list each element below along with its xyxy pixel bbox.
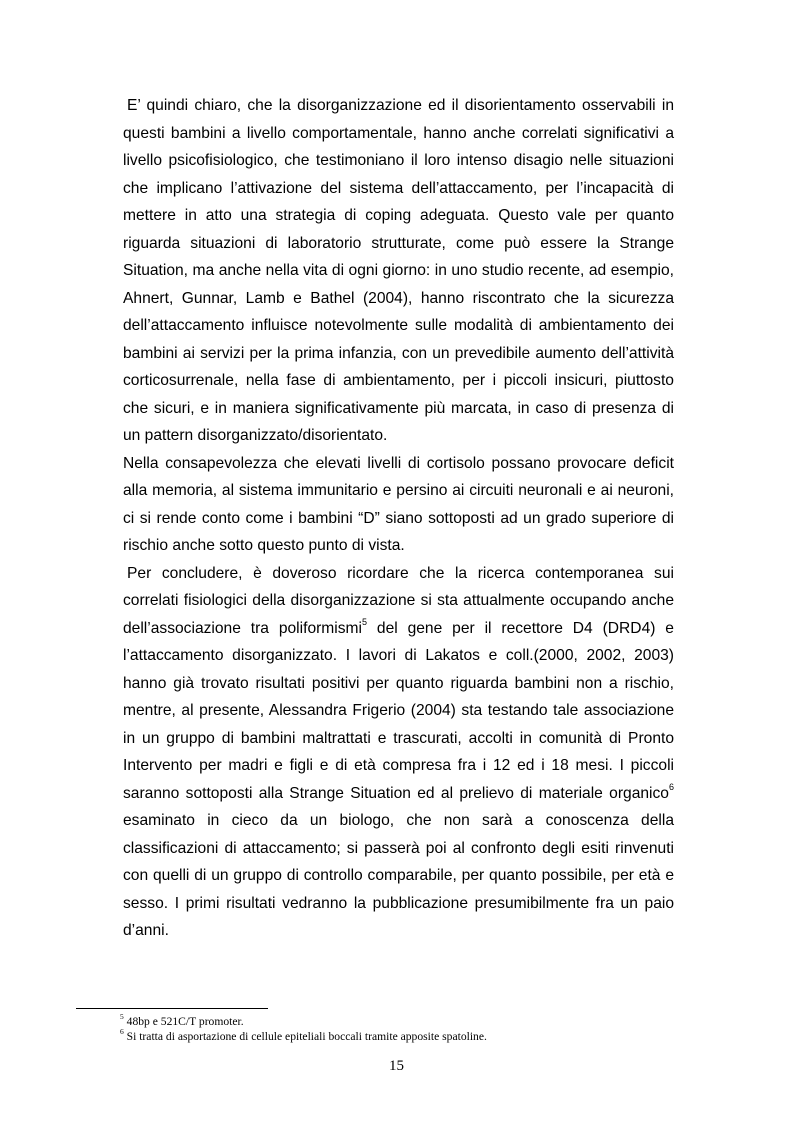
- footnote-text: Si tratta di asportazione di cellule epiteliali boccali tramite apposite spatoline.: [123, 1029, 487, 1043]
- footnote-6: [120, 1026, 680, 1045]
- footnote-5: [120, 1012, 680, 1030]
- paragraph-2: Nella consapevolezza che elevati livelli di cortisolo possano provocare deficit alla memoria, al sistema immunitario e persino ai circuiti neuronali e ai neuroni, ci si rende conto come i bambini “D” siano sottoposti ad un grado superiore di rischio anche sotto questo punto di vista.: [123, 454, 674, 554]
- footnote-separator: [76, 1008, 268, 1009]
- paragraph-3-part-3: esaminato in cieco da un biologo, che non sarà a conoscenza della classificazioni di attaccamento; si passerà poi al confronto degli esiti rinvenuti con quelli di un gruppo di controllo comparabile, per quanto possibile, per età e sesso. I primi risultati vedranno la pubblicazione presumibilmente fra un paio d’anni.: [123, 812, 674, 939]
- footnote-mark: 5: [120, 1012, 124, 1022]
- footnote-text: 48bp e 521C/T promoter.: [123, 1015, 244, 1028]
- footnote-ref-5: 5: [362, 617, 368, 628]
- body-text: [123, 92, 674, 945]
- paragraph-3-part-1: Per concludere, è doveroso ricordare che la ricerca contemporanea sui correlati fisiologici della disorganizzazione si sta attualmente occupando anche dell’associazione tra poliformismi: [123, 564, 674, 637]
- paragraph-3: [123, 560, 674, 945]
- paragraph-3-part-2: del gene per il recettore D4 (DRD4) e l’attaccamento disorganizzato. I lavori di Lakatos e coll.(2000, 2002, 2003) hanno già trovato risultati positivi per quanto riguarda bambini non a rischio, mentre, al presente, Alessandra Frigerio (2004) sta testando tale associazione in un gruppo di bambini maltrattati e trascurati, accolti in comunità di Pronto Intervento per madri e figli e di età compresa fra i 12 ed i 18 mesi. I piccoli saranno sottoposti alla Strange Situation ed al prelievo di materiale organico: [123, 619, 674, 802]
- paragraph-1: E’ quindi chiaro, che la disorganizzazione ed il disorientamento osservabili in questi bambini a livello comportamentale, hanno anche correlati significativi a livello psicofisiologico, che testimoniano il loro intenso disagio nelle situazioni che implicano l’attivazione del sistema dell’attaccamento, per l’incapacità di mettere in atto una strategia di coping adeguata. Questo vale per quanto riguarda situazioni di laboratorio strutturate, come può essere la Strange Situation, ma anche nella vita di ogni giorno: in uno studio recente, ad esempio, Ahnert, Gunnar, Lamb e Bathel (2004), hanno riscontrato che la sicurezza dell’attaccamento influisce notevolmente sulle modalità di ambientamento dei bambini ai servizi per la prima infanzia, con un prevedibile aumento dell’attività corticosurrenale, nella fase di ambientamento, per i piccoli insicuri, piuttosto che sicuri, e in maniera significativamente più marcata, in caso di presenza di un pattern disorganizzato/disorientato.: [123, 97, 674, 444]
- page-number: 15: [389, 1058, 404, 1074]
- footnote-mark: 6: [120, 1026, 124, 1036]
- footnote-ref-6: 6: [668, 782, 674, 793]
- footnotes: [120, 1012, 680, 1044]
